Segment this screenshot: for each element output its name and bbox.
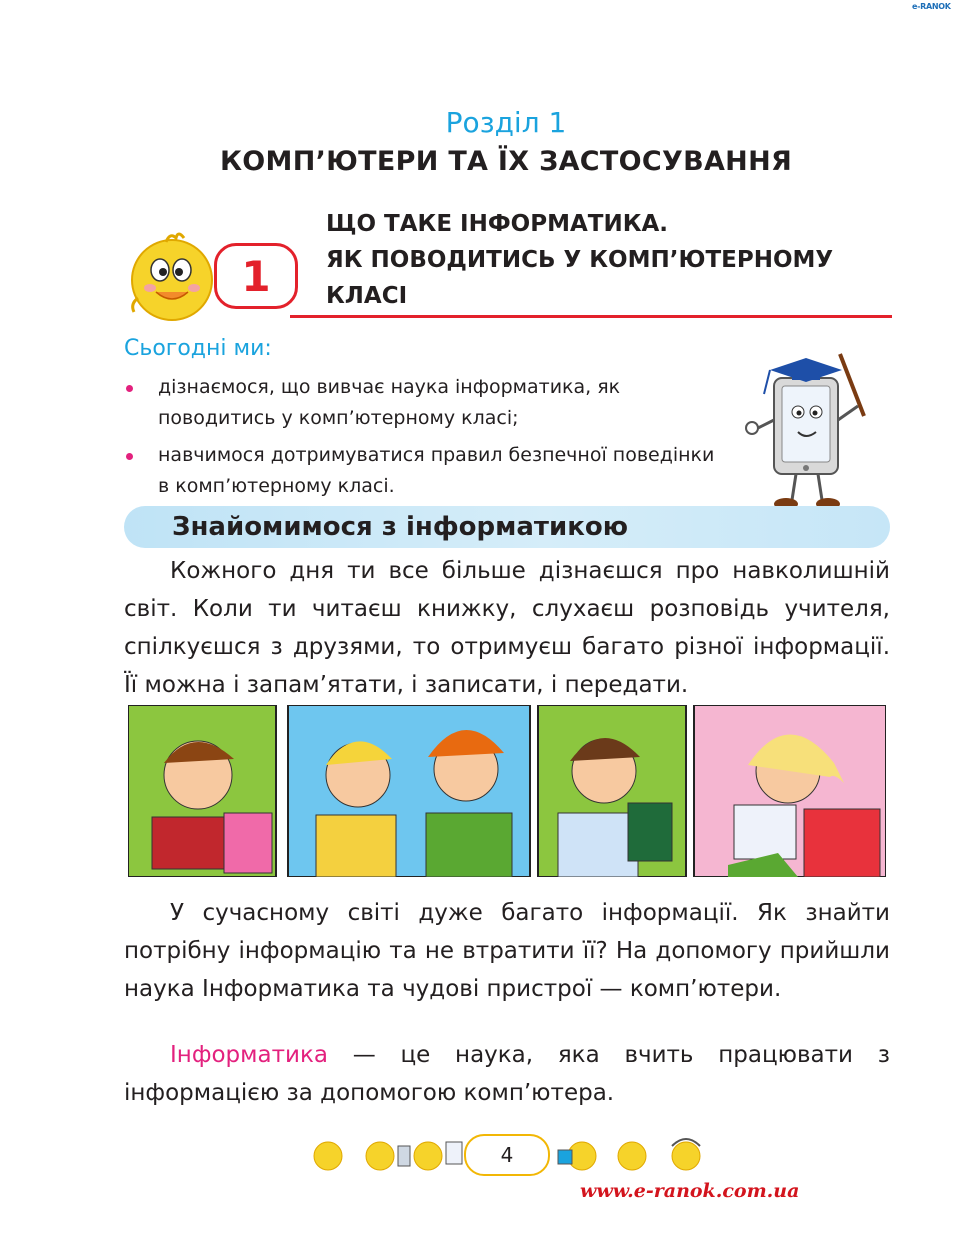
website-link[interactable]: www.e-ranok.com.ua (580, 1180, 800, 1202)
objective-item (124, 372, 724, 434)
lesson-title-underline (290, 315, 892, 318)
topic-banner-title: Знайомимося з інформатикою (172, 512, 628, 542)
objective-text: дізнаємося, що вивчає наука інформатика, як поводитись у комп’ютерному класі; (158, 376, 621, 429)
lesson-number-badge: 1 (214, 243, 298, 309)
definition-paragraph (124, 1036, 890, 1112)
modern-world-paragraph (124, 894, 890, 1008)
objective-item (124, 440, 724, 502)
lesson-title (326, 206, 886, 314)
page-number: 4 (464, 1134, 550, 1176)
intro-paragraph-text: Кожного дня ти все більше дізнаєшся про навколишній світ. Коли ти читаєш книжку, слухаєш розповідь учителя, спілкуєшся з друзями, то отримуєш багато різної інформації. Її можна і запам’ятати, і записати, і передати. (124, 558, 890, 698)
publisher-logo-text: e-RANOK (912, 2, 951, 11)
today-label: Сьогодні ми: (124, 336, 272, 361)
tablet-teacher-illustration (740, 350, 870, 520)
section-title: КОМП’ЮТЕРИ ТА ЇХ ЗАСТОСУВАННЯ (219, 146, 793, 177)
bullet-icon (126, 385, 133, 392)
chick-mascot-illustration (126, 228, 222, 328)
objective-text: навчимося дотримуватися правил безпечної поведінки в комп’ютерному класі. (158, 444, 715, 497)
section-label: Розділ 1 (445, 106, 567, 139)
definition-text: — це наука, яка вчить працювати з інформацією за допомогою комп’ютера. (124, 1042, 890, 1106)
children-panels-illustration (128, 705, 886, 877)
definition-term: Інформатика (170, 1042, 328, 1068)
bullet-icon (126, 453, 133, 460)
modern-world-paragraph-text: У сучасному світі дуже багато інформації. Як знайти потрібну інформацію та не втратити її? На допомогу прийшли наука Інформатика та чудові пристрої — комп’ютери. (124, 900, 890, 1002)
publisher-logo (912, 2, 958, 16)
lesson-title-line-2: ЯК ПОВОДИТИСЬ У КОМП’ЮТЕРНОМУ (326, 247, 834, 273)
lesson-title-line-1: ЩО ТАКЕ ІНФОРМАТИКА. (326, 211, 669, 237)
intro-paragraph (124, 552, 890, 704)
objectives-list (124, 372, 724, 508)
lesson-title-line-3: КЛАСІ (326, 283, 408, 309)
